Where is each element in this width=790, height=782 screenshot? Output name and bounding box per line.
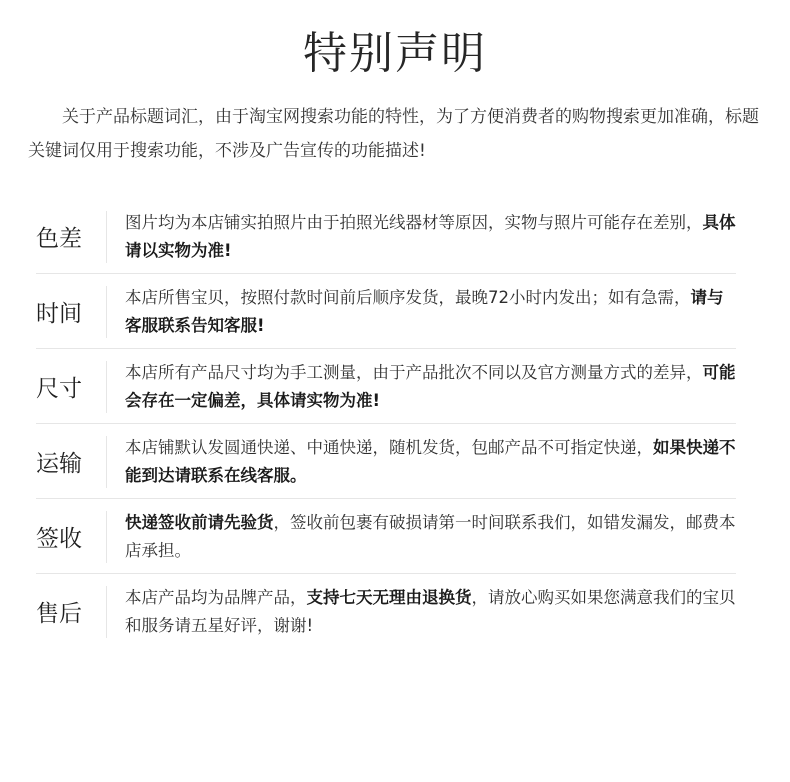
notice-label: 尺寸 (36, 376, 82, 402)
divider (106, 361, 107, 413)
notice-text-bold: 具体请以实物为准! (125, 213, 736, 260)
notice-row-size (36, 349, 736, 424)
notice-text-tail: ，签收前包裹有破损请第一时间联系我们，如错发漏发，邮费本店承担。 (125, 513, 736, 560)
divider (106, 586, 107, 638)
notice-text-bold: 如果快递不能到达请联系在线客服。 (125, 438, 736, 485)
divider (106, 211, 107, 263)
divider (106, 286, 107, 338)
notice-text-normal: 本店所有产品尺寸均为手工测量，由于产品批次不同以及官方测量方式的差异， (125, 363, 703, 382)
notice-text (125, 584, 737, 640)
notice-text (125, 509, 737, 565)
notice-text-normal: 图片均为本店铺实拍照片由于拍照光线器材等原因，实物与照片可能存在差别， (125, 213, 703, 232)
notice-row-color-difference (36, 199, 736, 274)
notice-text (125, 209, 737, 265)
notice-text-bold: 请与客服联系告知客服! (125, 288, 724, 335)
notice-label: 色差 (36, 226, 82, 252)
intro-paragraph: 关于产品标题词汇，由于淘宝网搜索功能的特性，为了方便消费者的购物搜索更加准确，标题关键词仅用于搜索功能，不涉及广告宣传的功能描述! (28, 107, 759, 161)
notice-label: 售后 (36, 601, 82, 627)
notice-text-normal: 本店产品均为品牌产品， (125, 588, 307, 607)
notice-row-after-sales (36, 574, 736, 649)
notice-text (125, 434, 737, 490)
notice-text-bold: 支持七天无理由退换货 (306, 588, 472, 607)
notice-label: 时间 (36, 301, 82, 327)
notice-label: 运输 (36, 451, 82, 477)
notice-text-normal: 本店铺默认发圆通快递、中通快递，随机发货，包邮产品不可指定快递， (125, 438, 653, 457)
notice-row-signing (36, 499, 736, 574)
notice-text-normal: 本店所售宝贝，按照付款时间前后顺序发货，最晚72小时内发出；如有急需， (125, 288, 691, 307)
notice-row-time (36, 274, 736, 349)
divider (106, 511, 107, 563)
notice-text (125, 284, 737, 340)
notice-list (36, 199, 736, 649)
notice-text-bold: 快递签收前请先验货 (125, 513, 274, 532)
notice-text-tail: ，请放心购买如果您满意我们的宝贝和服务请五星好评，谢谢! (125, 588, 736, 635)
notice-row-shipping (36, 424, 736, 499)
notice-text-bold: 可能会存在一定偏差，具体请实物为准! (125, 363, 736, 410)
page-title: 特别声明 (303, 28, 487, 79)
notice-text (125, 359, 737, 415)
notice-label: 签收 (36, 526, 82, 552)
divider (106, 436, 107, 488)
